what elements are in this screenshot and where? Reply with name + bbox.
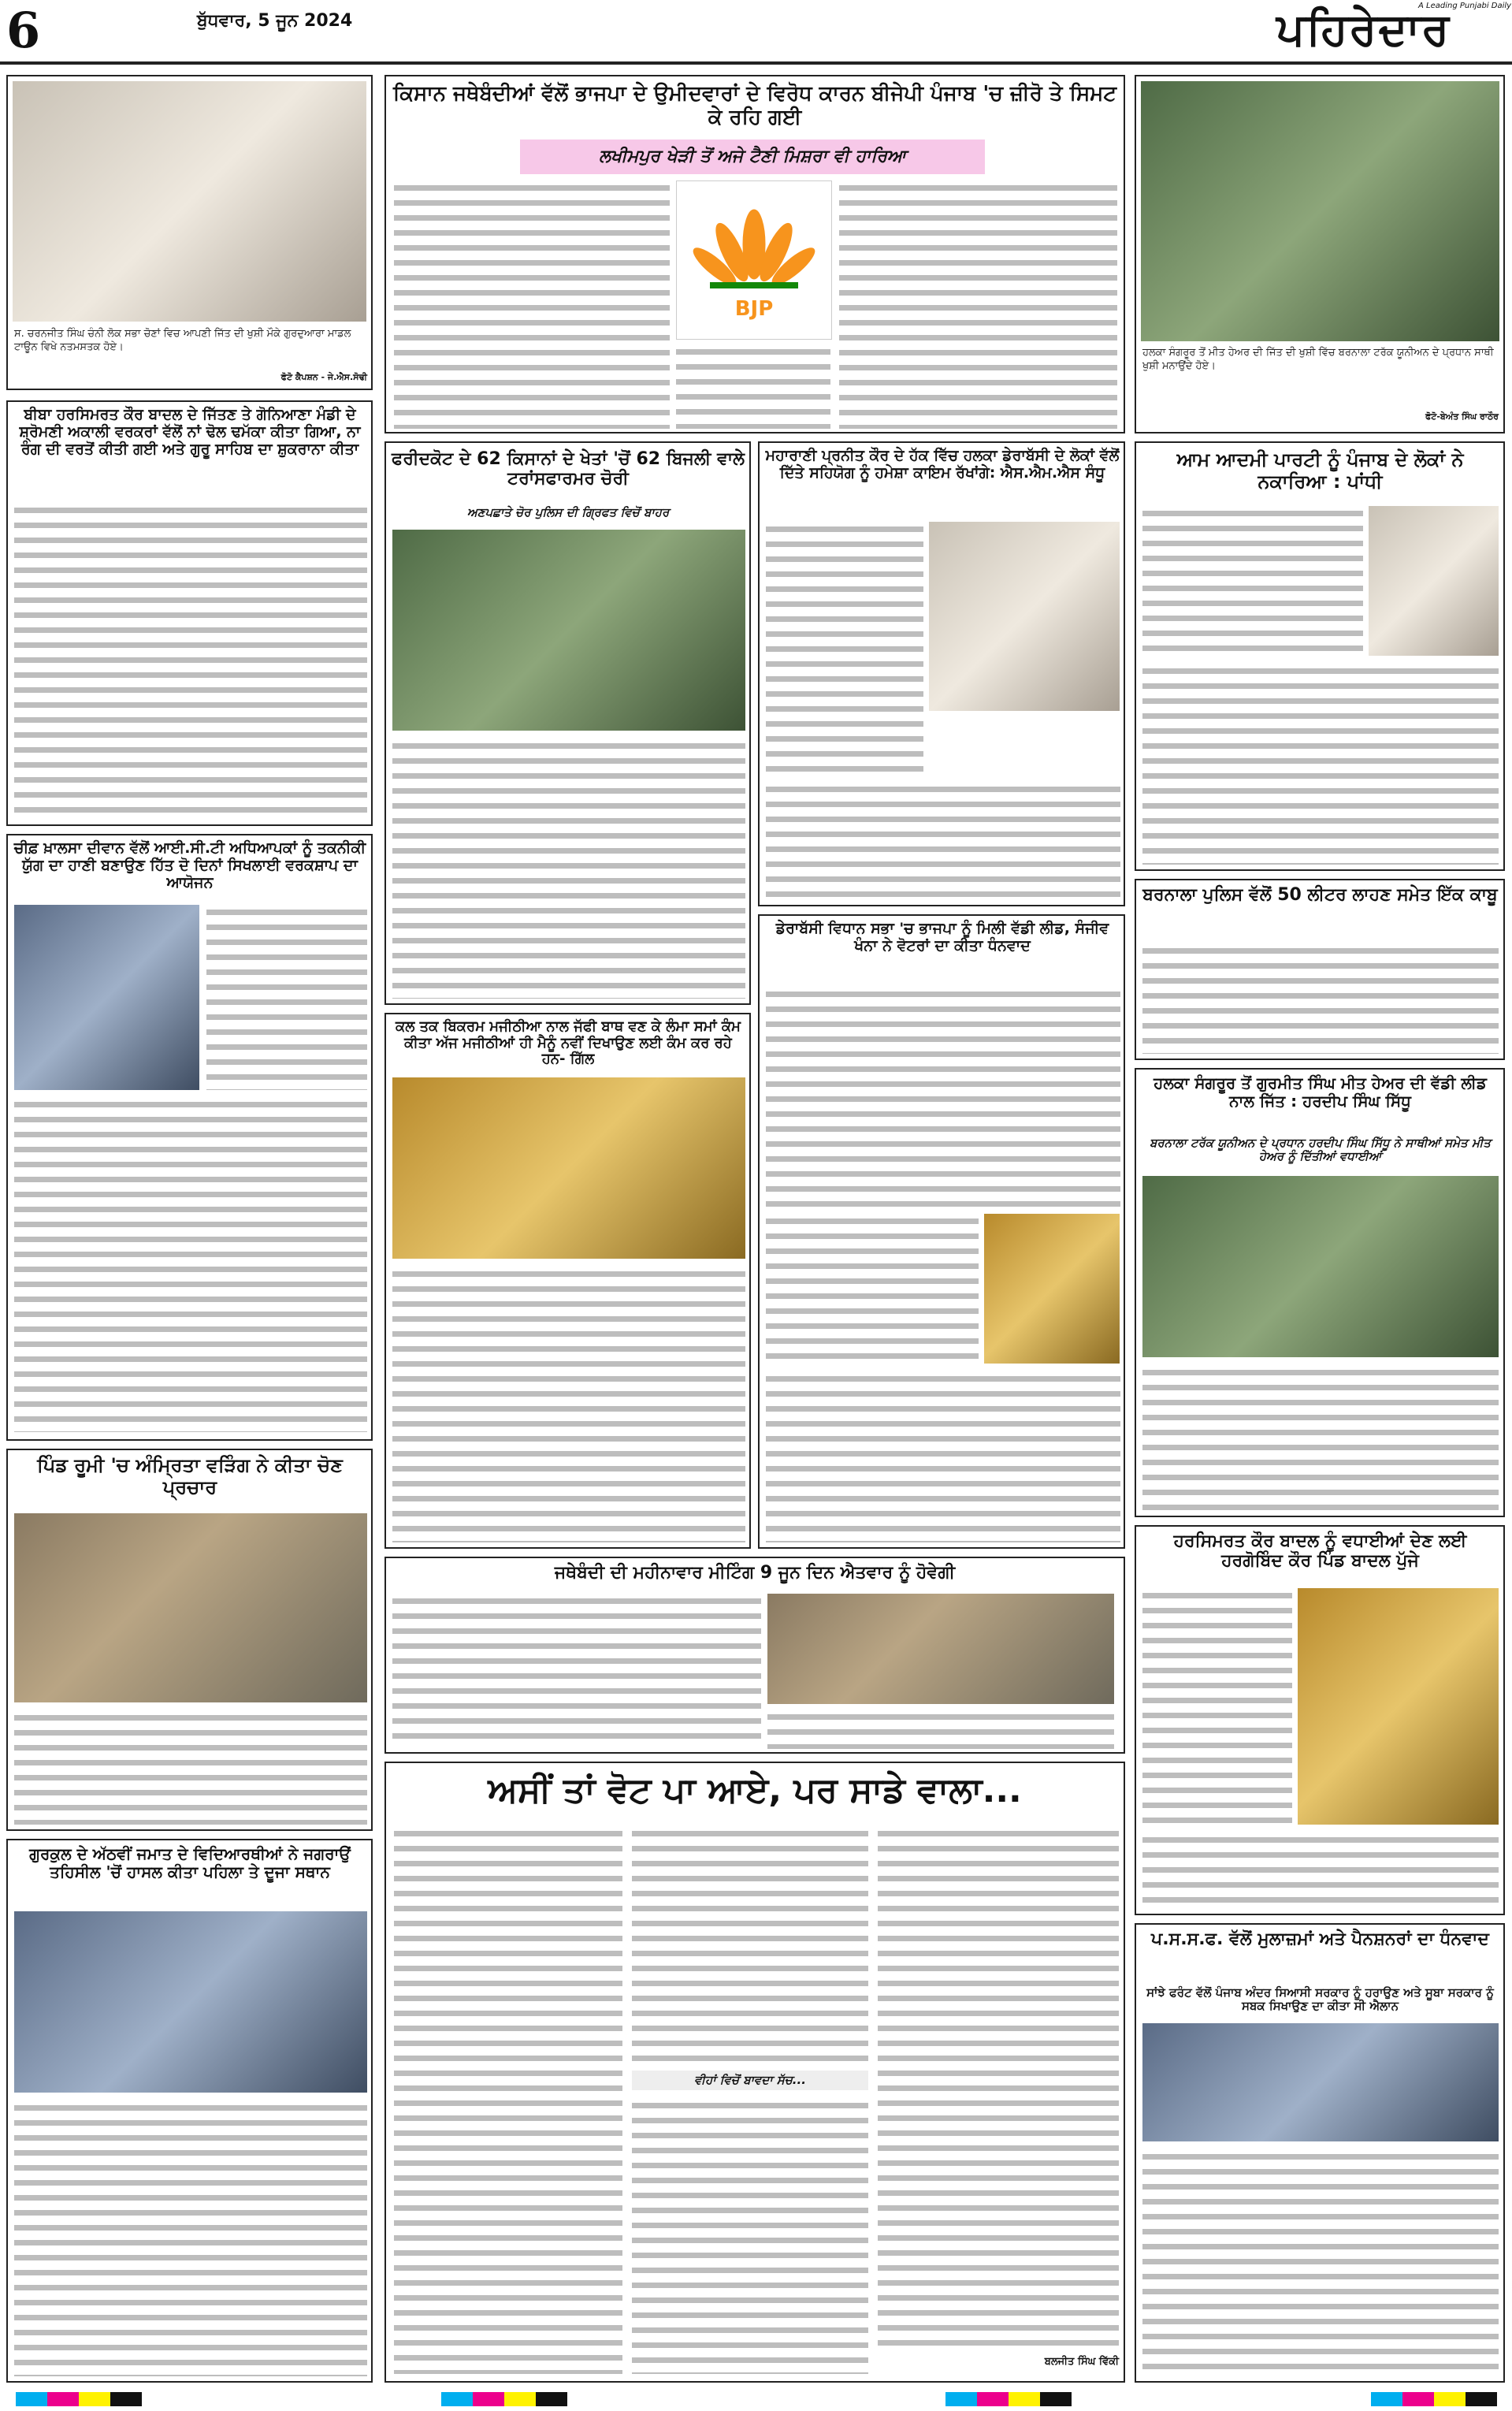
pssf-photo	[1142, 2023, 1499, 2141]
right-story4	[1135, 1525, 1505, 1915]
print-color-bar	[0, 2391, 1512, 2408]
meeting-story	[385, 1557, 1125, 1754]
story-body	[14, 2100, 367, 2376]
story-headline: ਹਰਸਿਮਰਤ ਕੌਰ ਬਾਦਲ ਨੂੰ ਵਧਾਈਆਂ ਦੇਣ ਲਈ ਹਰਗੋਬਿੰਦ ਕੌਰ ਪਿੰਡ ਬਾਦਲ ਪੁੱਜੇ	[1173, 1531, 1467, 1572]
story-headline: ਪ.ਸ.ਸ.ਫ. ਵੱਲੋਂ ਮੁਲਾਜ਼ਮਾਂ ਅਤੇ ਪੈਨਸ਼ਨਰਾਂ ਦਾ ਧੰਨਵਾਦ	[1151, 1929, 1489, 1949]
story-headline: ਡੇਰਾਬੱਸੀ ਵਿਧਾਨ ਸਭਾ 'ਚ ਭਾਜਪਾ ਨੂੰ ਮਿਲੀ ਵੱਡੀ ਲੀਡ, ਸੰਜੀਵ ਖੰਨਾ ਨੇ ਵੋਟਰਾਂ ਦਾ ਕੀਤਾ ਧੰਨਵਾਦ	[775, 920, 1109, 954]
bjp-logo-text: BJP	[734, 297, 774, 321]
farmers-protest-photo	[392, 530, 745, 731]
story-headline: ਫਰੀਦਕੋਟ ਦੇ 62 ਕਿਸਾਨਾਂ ਦੇ ਖੇਤਾਂ 'ਚੋਂ 62 ਬਿਜਲੀ ਵਾਲੇ ਟਰਾਂਸਫਾਰਮਰ ਚੋਰੀ	[391, 449, 745, 489]
story-body	[766, 987, 1120, 1207]
story-headline: ਆਮ ਆਦਮੀ ਪਾਰਟੀ ਨੂੰ ਪੰਜਾਬ ਦੇ ਲੋਕਾਂ ਨੇ ਨਕਾਰਿਆ : ਪਾਂਧੀ	[1176, 448, 1464, 493]
right-story3	[1135, 1068, 1505, 1517]
story-headline: ਬਰਨਾਲਾ ਪੁਲਿਸ ਵੱਲੋਂ 50 ਲੀਟਰ ਲਾਹਣ ਸਮੇਤ ਇੱਕ ਕਾਬੂ	[1142, 885, 1498, 905]
story-body-side	[206, 905, 367, 1090]
editorial-author: ਬਲਜੀਤ ਸਿੰਘ ਵਿੱਕੀ	[1044, 2356, 1119, 2368]
editorial-col1	[394, 1826, 622, 2374]
story-headline: ਮਹਾਰਾਣੀ ਪ੍ਰਨੀਤ ਕੌਰ ਦੇ ਹੱਕ ਵਿੱਚ ਹਲਕਾ ਡੇਰਾਬੱਸੀ ਦੇ ਲੋਕਾਂ ਵੱਲੋਂ ਦਿੱਤੇ ਸਹਿਯੋਗ ਨੂੰ ਹਮੇਸ਼ਾ ਕਾਇਮ ਰੱਖਾਂਗੇ: ਐਸ.ਐਮ.ਐਸ ਸੰਧੂ	[765, 447, 1120, 482]
story-body-2	[767, 1710, 1114, 1749]
story-headline: ਪਿੰਡ ਰੂਮੀ 'ਚ ਅੰਮ੍ਰਿਤਾ ਵੜਿੰਗ ਨੇ ਕੀਤਾ ਚੋਣ ਪ੍ਰਚਾਰ	[37, 1454, 343, 1498]
photo-caption: ਹਲਕਾ ਸੰਗਰੂਰ ਤੋਂ ਮੀਤ ਹੇਅਰ ਦੀ ਜਿੱਤ ਦੀ ਖੁਸ਼ੀ ਵਿੱਚ ਬਰਨਾਲਾ ਟਰੱਕ ਯੂਨੀਅਨ ਦੇ ਪ੍ਰਧਾਨ ਸਾਥੀ ਖੁਸ਼ੀ ਮਨਾਉਂਦੇ ਹੋਏ।	[1142, 347, 1494, 372]
col3-story2	[758, 914, 1125, 1549]
story-body	[1142, 1832, 1499, 1909]
story-body	[1142, 943, 1499, 1054]
lead-body-col3	[839, 180, 1117, 429]
right-story1	[1135, 441, 1505, 871]
lead-subhead: ਲਖੀਮਪੁਰ ਖੇੜੀ ਤੋਂ ਅਜੇ ਟੈਣੀ ਮਿਸ਼ਰਾ ਵੀ ਹਾਰਿਆ	[520, 140, 985, 174]
gill-photo	[392, 1077, 745, 1259]
gurdwara-photo	[13, 81, 366, 322]
story-headline: ਹਲਕਾ ਸੰਗਰੂਰ ਤੋਂ ਗੁਰਮੀਤ ਸਿੰਘ ਮੀਤ ਹੇਅਰ ਦੀ ਵੱਡੀ ਲੀਡ ਨਾਲ ਜਿੱਤ : ਹਰਦੀਪ ਸਿੰਘ ਸਿੱਧੂ	[1154, 1073, 1487, 1111]
story-headline: ਕਲ ਤਕ ਬਿਕਰਮ ਮਜੀਠੀਆ ਨਾਲ ਜੱਫੀ ਬਾਥ ਵਣ ਕੇ ਲੰਮਾ ਸਮਾਂ ਕੰਮ ਕੀਤਾ ਅੱਜ ਮਜੀਠੀਆਂ ਹੀ ਮੈਨੂੰ ਨਵੀਂ ਦਿਖਾਉਣ ਲਈ ਕੰਮ ਕਰ ਰਹੇ ਹਨ- ਗਿੱਲ	[395, 1018, 741, 1068]
lead-body-col2	[676, 344, 830, 429]
sandhu-photo	[929, 522, 1120, 711]
story-headline: ਜਥੇਬੰਦੀ ਦੀ ਮਹੀਨਾਵਾਰ ਮੀਟਿੰਗ 9 ਜੂਨ ਦਿਨ ਐਤਵਾਰ ਨੂੰ ਹੋਵੇਗੀ	[554, 1563, 956, 1583]
truck-union-photo	[1141, 81, 1499, 341]
col1-story2	[6, 834, 373, 1441]
editorial-headline: ਅਸੀਂ ਤਾਂ ਵੋਟ ਪਾ ਆਏ, ਪਰ ਸਾਡੇ ਵਾਲਾ...	[488, 1770, 1022, 1810]
col1-story4	[6, 1839, 373, 2383]
masthead-title: ਪਹਿਰੇਦਾਰ	[1276, 3, 1451, 55]
right-story5	[1135, 1923, 1505, 2383]
photo-caption: ਸ. ਚਰਨਜੀਤ ਸਿੰਘ ਚੰਨੀ ਲੋਕ ਸਭਾ ਚੋਣਾਂ ਵਿਚ ਆਪਣੀ ਜਿੱਤ ਦੀ ਖੁਸ਼ੀ ਮੌਕੇ ਗੁਰਦੁਆਰਾ ਮਾਡਲ ਟਾਊਨ ਵਿਖੇ ਨਤਮਸਤਕ ਹੋਏ।	[14, 328, 351, 353]
col2-story1	[385, 441, 751, 1005]
story-body-side	[1142, 1588, 1292, 1825]
story-body-side	[766, 1214, 979, 1364]
story-body	[1142, 1365, 1499, 1511]
truck-union-celebration-photo	[1142, 1176, 1499, 1357]
col1-story3	[6, 1449, 373, 1831]
pandhi-photo	[1369, 506, 1499, 656]
story-body	[14, 1097, 367, 1432]
lotus-icon	[677, 181, 831, 339]
story-body-side	[766, 522, 923, 774]
story-body-2	[766, 1371, 1120, 1542]
editorial-story	[385, 1762, 1125, 2383]
harsimrat-photo	[1298, 1588, 1499, 1825]
story-body	[392, 739, 745, 999]
story-body	[14, 1710, 367, 1825]
students-photo	[14, 1911, 367, 2093]
lead-body-col1	[394, 180, 670, 429]
khanna-photo	[984, 1214, 1120, 1364]
bjp-logo	[676, 180, 832, 340]
lead-story	[385, 75, 1125, 433]
col2-story2	[385, 1013, 751, 1549]
photo-credit: ਫੋਟੋ ਕੈਪਸ਼ਨ - ਜੇ.ਐਸ.ਸੋਢੀ	[280, 372, 367, 382]
story-headline: ਗੁਰਕੁਲ ਦੇ ਅੱਠਵੀਂ ਜਮਾਤ ਦੇ ਵਿਦਿਆਰਥੀਆਂ ਨੇ ਜਗਰਾਉਂ ਤਹਿਸੀਲ 'ਚੋਂ ਹਾਸਲ ਕੀਤਾ ਪਹਿਲਾ ਤੇ ਦੂਜਾ ਸਥਾਨ	[29, 1844, 351, 1881]
story-headline: ਬੀਬਾ ਹਰਸਿਮਰਤ ਕੌਰ ਬਾਦਲ ਦੇ ਜਿੱਤਣ ਤੇ ਗੋਨਿਆਣਾ ਮੰਡੀ ਦੇ ਸ਼੍ਰੋਮਣੀ ਅਕਾਲੀ ਵਰਕਰਾਂ ਵੱਲੋਂ ਨਾਂ ਢੋਲ ਢਮੱਕਾ ਕੀਤਾ ਗਿਆ, ਨਾ ਰੰਗ ਦੀ ਵਰਤੋਂ ਕੀਤੀ ਗਈ ਅਤੇ ਗੁਰੂ ਸਾਹਿਬ ਦਾ ਸ਼ੁਕਰਾਨਾ ਕੀਤਾ	[19, 406, 361, 458]
editorial-col2a	[632, 1826, 868, 2063]
campaign-photo	[14, 1513, 367, 1702]
story-body	[766, 782, 1120, 900]
registration-marks	[0, 2391, 1512, 2408]
workshop-photo	[14, 905, 199, 1090]
col1-story1	[6, 400, 373, 826]
col3-story1	[758, 441, 1125, 906]
page-header	[0, 0, 1512, 65]
masthead-tagline: A Leading Punjabi Daily	[1418, 2, 1512, 10]
story-body-side	[1142, 506, 1363, 656]
story-headline: ਚੀਫ਼ ਖ਼ਾਲਸਾ ਦੀਵਾਨ ਵੱਲੋਂ ਆਈ.ਸੀ.ਟੀ ਅਧਿਆਪਕਾਂ ਨੂੰ ਤਕਨੀਕੀ ਯੁੱਗ ਦਾ ਹਾਣੀ ਬਣਾਉਣ ਹਿੱਤ ਦੋ ਦਿਨਾਂ ਸਿਖਲਾਈ ਵਰਕਸ਼ਾਪ ਦਾ ਆਯੋਜਨ	[13, 839, 366, 891]
story-body	[392, 1267, 745, 1542]
photo-credit: ਫੋਟੋ-ਬੇਅੰਤ ਸਿੰਘ ਰਾਠੌਰ	[1425, 411, 1499, 422]
story-body	[392, 1594, 761, 1747]
page-number: 6	[6, 2, 41, 59]
editorial-col2b	[632, 2098, 868, 2374]
story-subhead: ਬਰਨਾਲਾ ਟਰੱਕ ਯੂਨੀਅਨ ਦੇ ਪ੍ਰਧਾਨ ਹਰਦੀਪ ਸਿੰਘ ਸਿੱਧੂ ਨੇ ਸਾਥੀਆਂ ਸਮੇਤ ਮੀਤ ਹੇਅਰ ਨੂੰ ਦਿੱਤੀਆਂ ਵਧਾਈਆਂ	[1150, 1136, 1491, 1164]
top-left-photo-story	[6, 75, 373, 390]
editorial-col3	[878, 1826, 1119, 2346]
meeting-photo	[767, 1594, 1114, 1704]
story-body	[1142, 2149, 1499, 2376]
issue-date: ਬੁੱਧਵਾਰ, 5 ਜੂਨ 2024	[197, 11, 353, 31]
right-story2	[1135, 879, 1505, 1060]
story-body	[1142, 664, 1499, 865]
story-subhead: ਸਾਂਝੇ ਫਰੰਟ ਵੱਲੋਂ ਪੰਜਾਬ ਅੰਦਰ ਸਿਆਸੀ ਸਰਕਾਰ ਨੂੰ ਹਰਾਉਣ ਅਤੇ ਸੂਬਾ ਸਰਕਾਰ ਨੂੰ ਸਬਕ ਸਿਖਾਉਣ ਦਾ ਕੀਤਾ ਸੀ ਐਲਾਨ	[1146, 1985, 1494, 2014]
story-subhead: ਅਣਪਛਾਤੇ ਚੋਰ ਪੁਲਿਸ ਦੀ ਗ੍ਰਿਫਤ ਵਿਚੋਂ ਬਾਹਰ	[466, 505, 670, 519]
story-body	[14, 503, 367, 818]
lead-headline: ਕਿਸਾਨ ਜਥੇਬੰਦੀਆਂ ਵੱਲੋਂ ਭਾਜਪਾ ਦੇ ਉਮੀਦਵਾਰਾਂ ਦੇ ਵਿਰੋਧ ਕਾਰਨ ਬੀਜੇਪੀ ਪੰਜਾਬ 'ਚ ਜ਼ੀਰੋ ਤੇ ਸਿਮਟ ਕੇ ਰਹਿ ਗਈ	[392, 82, 1117, 129]
top-right-photo-story	[1135, 75, 1505, 433]
editorial-pull-quote: ਵੀਹਾਂ ਵਿਚੋਂ ਬਾਵਦਾ ਸੱਚ...	[632, 2071, 868, 2090]
